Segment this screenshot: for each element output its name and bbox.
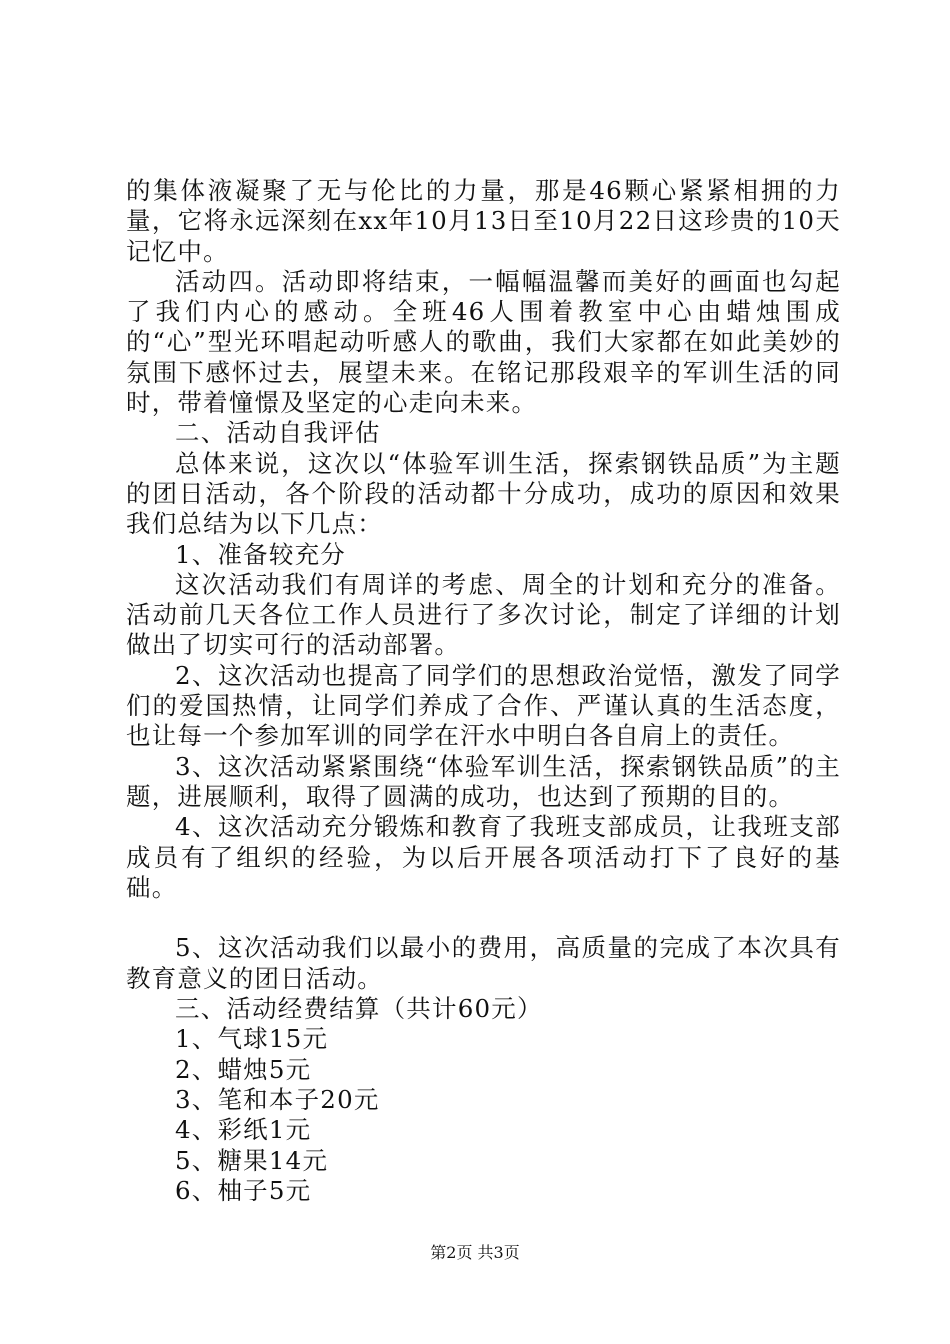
expense-item-candles: 2、蜡烛5元 bbox=[175, 1054, 312, 1084]
section-heading-self-evaluation: 二、活动自我评估 bbox=[175, 418, 381, 448]
paragraph-activity-four: 活动四。活动即将结束，一幅幅温馨而美好的画面也勾起了我们内心的感动。全班46人围着教室中心由蜡烛围成的“心”型光环唱起动听感人的歌曲，我们大家都在如此美妙的氛围下感怀过去，展望未来。在铭记那段艰辛的军训生活的同时，带着憧憬及坚定的心走向未来。 bbox=[126, 266, 841, 418]
paragraph-continuation: 的集体液凝聚了无与伦比的力量，那是46颗心紧紧相拥的力量，它将永远深刻在xx年10月13日至10月22日这珍贵的10天记忆中。 bbox=[126, 176, 841, 266]
expense-item-balloons: 1、气球15元 bbox=[175, 1024, 329, 1054]
paragraph-gap bbox=[126, 903, 841, 933]
paragraph-point-4: 4、这次活动充分锻炼和教育了我班支部成员，让我班支部成员有了组织的经验，为以后开展各项活动打下了良好的基础。 bbox=[126, 812, 841, 902]
paragraph-point-5: 5、这次活动我们以最小的费用，高质量的完成了本次具有教育意义的团日活动。 bbox=[126, 933, 841, 993]
subheading-preparation: 1、准备较充分 bbox=[175, 539, 346, 569]
section-heading-expenses: 三、活动经费结算（共计60元） bbox=[175, 994, 543, 1024]
expense-item-pens-notebooks: 3、笔和本子20元 bbox=[175, 1084, 380, 1114]
paragraph-evaluation-summary: 总体来说，这次以“体验军训生活，探索钢铁品质”为主题的团日活动，各个阶段的活动都十分成功，成功的原因和效果我们总结为以下几点： bbox=[126, 448, 841, 539]
expense-item-candy: 5、糖果14元 bbox=[175, 1145, 329, 1175]
expense-item-colored-paper: 4、彩纸1元 bbox=[175, 1115, 312, 1145]
paragraph-preparation: 这次活动我们有周详的考虑、周全的计划和充分的准备。活动前几天各位工作人员进行了多次讨论，制定了详细的计划做出了切实可行的活动部署。 bbox=[126, 569, 841, 660]
page-number-footer: 第2页 共3页 bbox=[430, 1243, 520, 1262]
paragraph-point-3: 3、这次活动紧紧围绕“体验军训生活，探索钢铁品质”的主题，进展顺利，取得了圆满的成功，也达到了预期的目的。 bbox=[126, 751, 841, 811]
document-body bbox=[126, 176, 841, 1206]
paragraph-point-2: 2、这次活动也提高了同学们的思想政治觉悟，激发了同学们的爱国热情，让同学们养成了合作、严谨认真的生活态度，也让每一个参加军训的同学在汗水中明白各自肩上的责任。 bbox=[126, 660, 841, 751]
expense-item-pomelo: 6、柚子5元 bbox=[175, 1175, 312, 1205]
